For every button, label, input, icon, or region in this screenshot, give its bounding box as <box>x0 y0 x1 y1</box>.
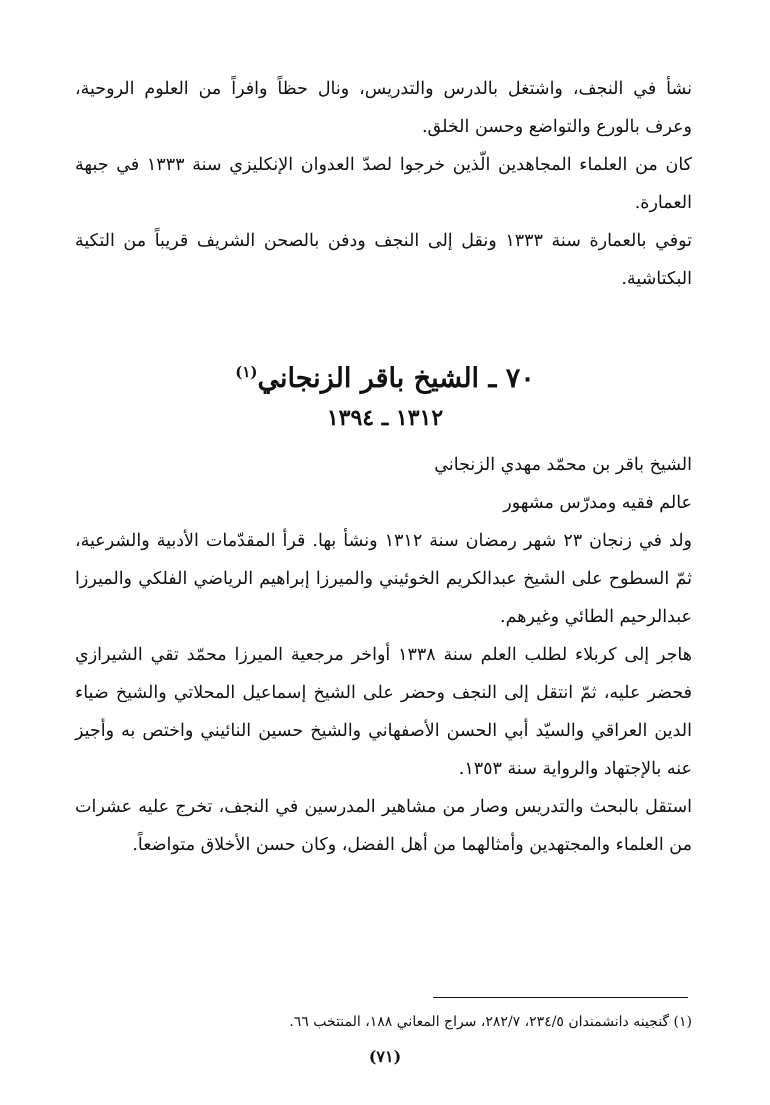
entry-biography <box>75 446 692 864</box>
paragraph-migration: هاجر إلى كربلاء لطلب العلم سنة ١٣٣٨ أواخر مرجعية الميرزا محمّد تقي الشيرازي فحضر عليه، ثمّ انتقل إلى النجف وحضر على الشيخ إسماعيل المحلاتي والشيخ ضياء الدين العراقي والسيّد أبي الحسن الأصفهاني والشيخ حسين النائيني واختص به وأجيز عنه بالإجتهاد والرواية سنة ١٣٥٣. <box>75 645 692 779</box>
paragraph-teaching: استقل بالبحث والتدريس وصار من مشاهير المدرسين في النجف، تخرج عليه عشرات من العلماء والمجتهدين وأمثالهما من أهل الفضل، وكان حسن الأخلاق متواضعاً. <box>75 797 692 855</box>
paragraph-description: عالم فقيه ومدرّس مشهور <box>503 493 692 513</box>
paragraph-birth-studies: ولد في زنجان ٢٣ شهر رمضان سنة ١٣١٢ ونشأ بها. قرأ المقدّمات الأدبية والشرعية، ثمّ السطوح على الشيخ عبدالكريم الخوئيني والميرزا إبراهيم الرياضي الفلكي والميرزا عبدالرحيم الطائي وغيرهم. <box>75 531 692 627</box>
continued-biography <box>75 70 692 298</box>
paragraph-death: توفي بالعمارة سنة ١٣٣٣ ونقل إلى النجف ودفن بالصحن الشريف قريباً من التكية البكتاشية. <box>75 231 692 289</box>
entry-heading <box>0 352 770 399</box>
footnote: (١) گنجينه دانشمندان ٢٣٤/٥، ٢٨٢/٧، سراج المعاني ١٨٨، المنتخب ٦٦. <box>289 1014 692 1030</box>
paragraph-jihad: كان من العلماء المجاهدين الّذين خرجوا لصدّ العدوان الإنكليزي سنة ١٣٣٣ في جبهة العمارة. <box>75 155 692 213</box>
paragraph-upbringing: نشأ في النجف، واشتغل بالدرس والتدريس، ونال حظاً وافراً من العلوم الروحية، وعرف بالورع والتواضع وحسن الخلق. <box>75 79 692 137</box>
paragraph-full-name: الشيخ باقر بن محمّد مهدي الزنجاني <box>434 455 692 475</box>
entry-years: ١٣١٢ ـ ١٣٩٤ <box>326 405 444 431</box>
footnote-divider <box>433 997 688 998</box>
footnote-marker: (١) <box>235 363 258 381</box>
entry-title: ٧٠ ـ الشيخ باقر الزنجاني <box>257 363 535 394</box>
page-number: (٧١) <box>368 1047 402 1066</box>
